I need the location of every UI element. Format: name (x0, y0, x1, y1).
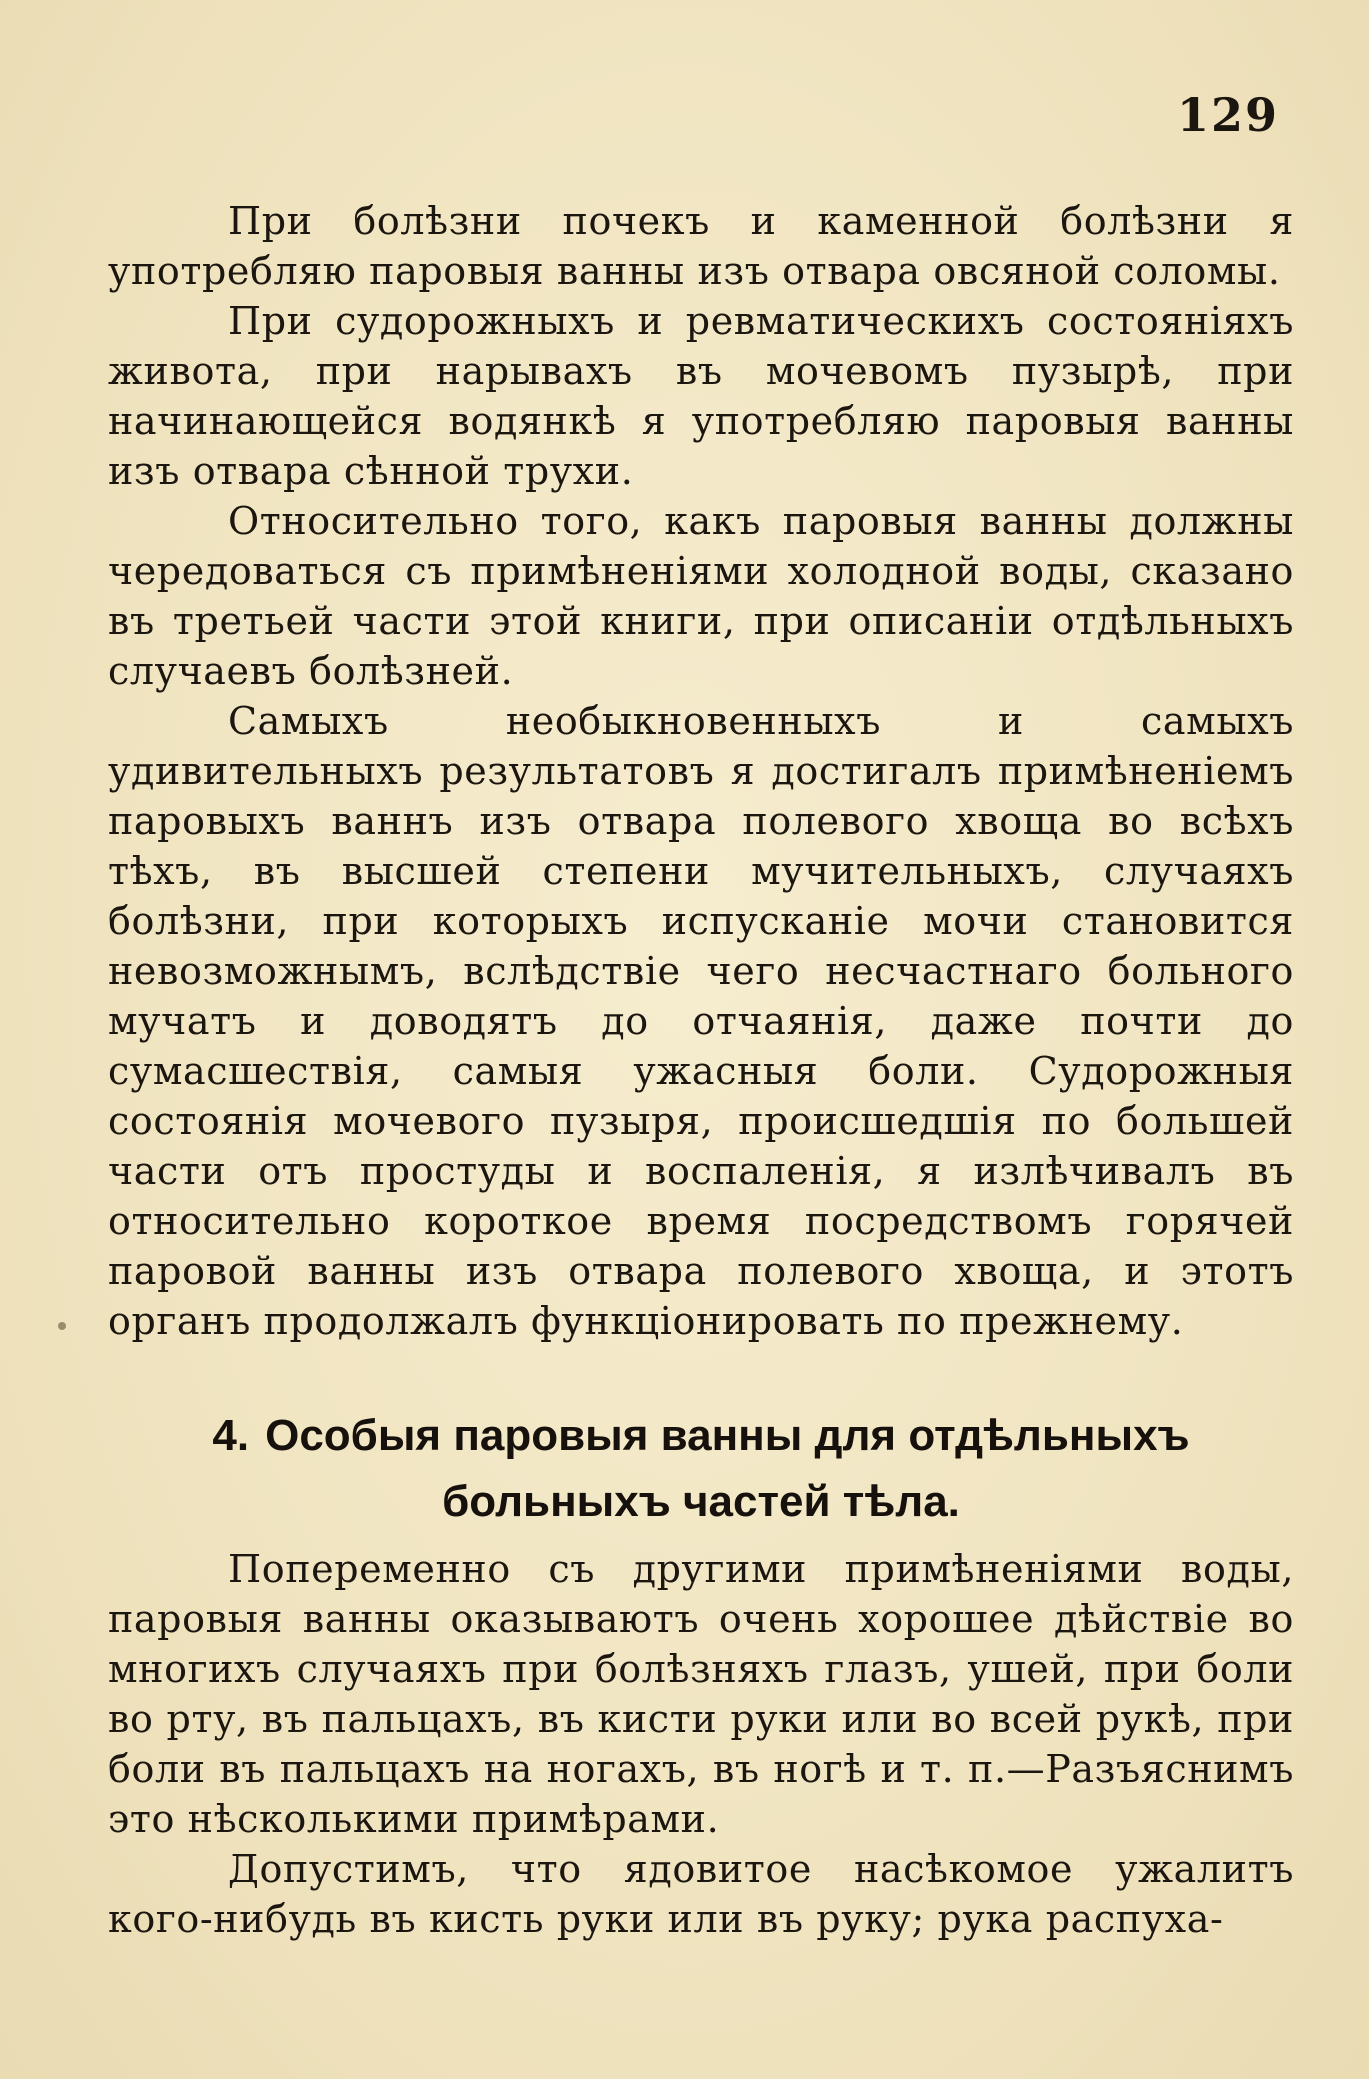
paragraph: При болѣзни почекъ и каменной болѣзни я употребляю паровыя ванны изъ отвара овсяной соломы. (108, 199, 1294, 293)
paragraph: Самыхъ необыкновенныхъ и самыхъ удивительныхъ результатовъ я достигалъ примѣненіемъ паровыхъ ваннъ изъ отвара полевого хвоща во всѣхъ тѣхъ, въ высшей степени мучительныхъ, случаяхъ болѣзни, при которыхъ испусканіе мочи становится невозможнымъ, вслѣдствіе чего несчастнаго больного мучатъ и доводятъ до отчаянія, даже почти до сумасшествія, самыя ужасныя боли. Судорожныя состоянія мочевого пузыря, происшедшія по большей части отъ простуды и воспаленія, я излѣчивалъ въ относительно короткое время посредствомъ горячей паровой ванны изъ отвара полевого хвоща, и этотъ органъ продолжалъ функціонировать по прежнему. (108, 699, 1294, 1343)
body-text-bottom (108, 1544, 1294, 1944)
margin-mark (58, 1322, 66, 1330)
section-number: 4. (212, 1411, 250, 1460)
paragraph: При судорожныхъ и ревматическихъ состояніяхъ живота, при нарывахъ въ мочевомъ пузырѣ, при начинающейся водянкѣ я употребляю паровыя ванны изъ отвара сѣнной трухи. (108, 299, 1294, 493)
section-heading (108, 1403, 1294, 1535)
body-text-top (108, 196, 1294, 1346)
page-number: 129 (1176, 88, 1279, 142)
section-title: Особыя паровыя ванны для отдѣльныхъ больныхъ частей тѣла. (265, 1411, 1190, 1526)
paragraph: Относительно того, какъ паровыя ванны должны чередоваться съ примѣненіями холодной воды, сказано въ третьей части этой книги, при описаніи отдѣльныхъ случаевъ болѣзней. (108, 499, 1294, 693)
paragraph: Допустимъ, что ядовитое насѣкомое ужалитъ кого-нибудь въ кисть руки или въ руку; рука распуха- (108, 1847, 1294, 1941)
paragraph: Попеременно съ другими примѣненіями воды, паровыя ванны оказываютъ очень хорошее дѣйствіе во многихъ случаяхъ при болѣзняхъ глазъ, ушей, при боли во рту, въ пальцахъ, въ кисти руки или во всей рукѣ, при боли въ пальцахъ на ногахъ, въ ногѣ и т. п.—Разъяснимъ это нѣсколькими примѣрами. (108, 1547, 1294, 1841)
